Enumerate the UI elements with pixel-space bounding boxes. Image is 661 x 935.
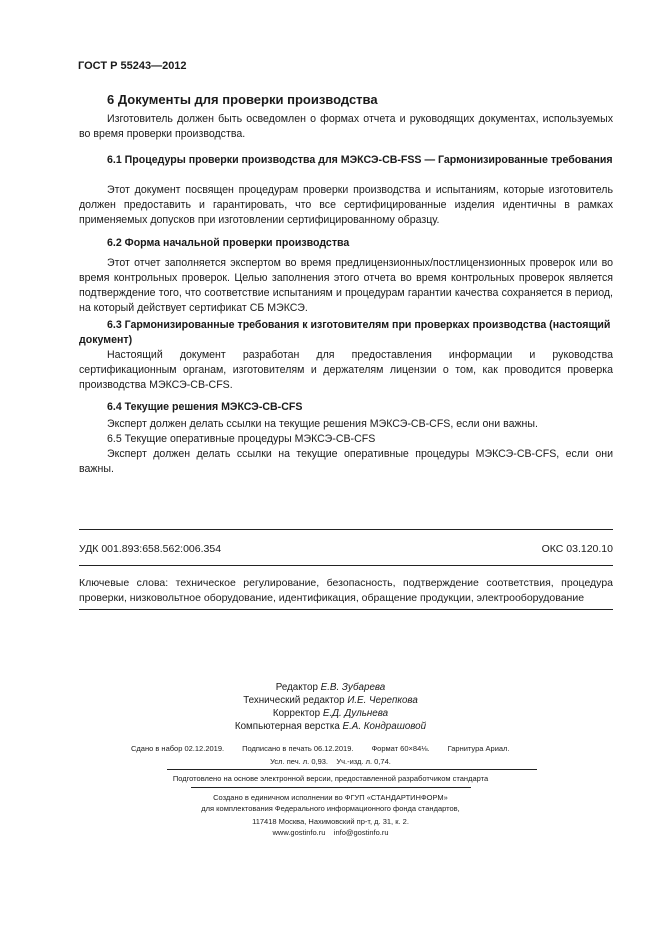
publisher-contacts (0, 827, 661, 838)
footer-divider-top (79, 529, 613, 530)
prepared-note: Подготовлено на основе электронной версии, предоставленной разработчиком стандарта (172, 774, 489, 783)
publisher-website[interactable]: www.gostinfo.ru (272, 828, 326, 837)
print-sheets: Усл. печ. л. 0,93. Уч.-изд. л. 0,74. (270, 757, 391, 766)
credit-editor: Редактор Е.В. Зубарева (275, 682, 386, 693)
section-6-3-title: 6.3 Гармонизированные требования к изготовителям при проверках производства (настоящий документ) (79, 319, 611, 346)
oks-code: ОКС 03.120.10 (541, 543, 613, 555)
section-6-4-text: Эксперт должен делать ссылки на текущие решения МЭКСЭ-СВ-CFS, если они важны. (107, 418, 538, 430)
keywords: Ключевые слова: техническое регулирование, безопасность, подтверждение соответствия, процедура проверки, низковольтное оборудование, идентификация, обращение продукции, электрооборудование (79, 577, 613, 604)
section-6-5-text: Эксперт должен делать ссылки на текущие оперативные процедуры МЭКСЭ-СВ-CFS, если они важны. (79, 448, 613, 475)
credit-proofreader: Корректор Е.Д. Дульнева (272, 708, 389, 719)
udk-code: УДК 001.893:658.562:006.354 (79, 543, 222, 555)
section-6-2-text: Этот отчет заполняется экспертом во время предлицензионных/постлицензионных проверок или во время контрольных проверок. Целью заполнения этого отчета во время контрольных проверок является подтверждение того, что соответствие испытаниям и процедурам гарантии качества сохраняется в период, на который действует сертификат СБ МЭКСЭ. (79, 257, 613, 314)
section-6-3-text: Настоящий документ разработан для предоставления информации и руководства сертификационным органам, изготовителям и держателям лицензии о том, как проводится проверка производства МЭКСЭ-СВ-CFS. (79, 349, 613, 391)
section-6-4-title: 6.4 Текущие решения МЭКСЭ-СВ-CFS (107, 401, 303, 413)
section-6-1-text: Этот документ посвящен процедурам проверки производства и испытаниям, которые изготовитель должен предоставить и гарантировать, что все сертифицированные изделия идентичны в рамках применяемых допусков при изготовлении сертифицированному образцу. (79, 184, 613, 226)
credit-tech-editor: Технический редактор И.Е. Черепкова (243, 695, 418, 706)
imprint-divider-1 (167, 769, 537, 770)
section-6-1-title: 6.1 Процедуры проверки производства для МЭКСЭ-СВ-FSS — Гармонизированные требования (107, 154, 613, 166)
footer-divider-bottom (79, 609, 613, 610)
publisher-address: 117418 Москва, Нахимовский пр-т, д. 31, к. 2. (252, 817, 409, 826)
credit-layout: Компьютерная верстка Е.А. Кондрашовой (234, 721, 427, 732)
created-line-1: Создано в единичном исполнении во ФГУП «СТАНДАРТИНФОРМ» (213, 793, 448, 802)
publisher-email[interactable]: info@gostinfo.ru (333, 828, 389, 837)
section-6-5-title: 6.5 Текущие оперативные процедуры МЭКСЭ-СВ-CFS (107, 433, 376, 445)
imprint-divider-2 (191, 787, 471, 788)
section-6-2-title: 6.2 Форма начальной проверки производства (107, 237, 350, 249)
print-details: Сдано в набор 02.12.2019. Подписано в печать 06.12.2019. Формат 60×84⅛. Гарнитура Ариал. (131, 744, 510, 753)
created-line-2: для комплектования Федерального информационного фонда стандартов, (201, 804, 460, 813)
section-6-title: 6 Документы для проверки производства (107, 92, 378, 107)
section-6-intro: Изготовитель должен быть осведомлен о формах отчета и руководящих документах, используемых во время проверки производства. (79, 113, 613, 140)
document-code: ГОСТ Р 55243—2012 (78, 60, 187, 72)
footer-divider-middle (79, 565, 613, 566)
